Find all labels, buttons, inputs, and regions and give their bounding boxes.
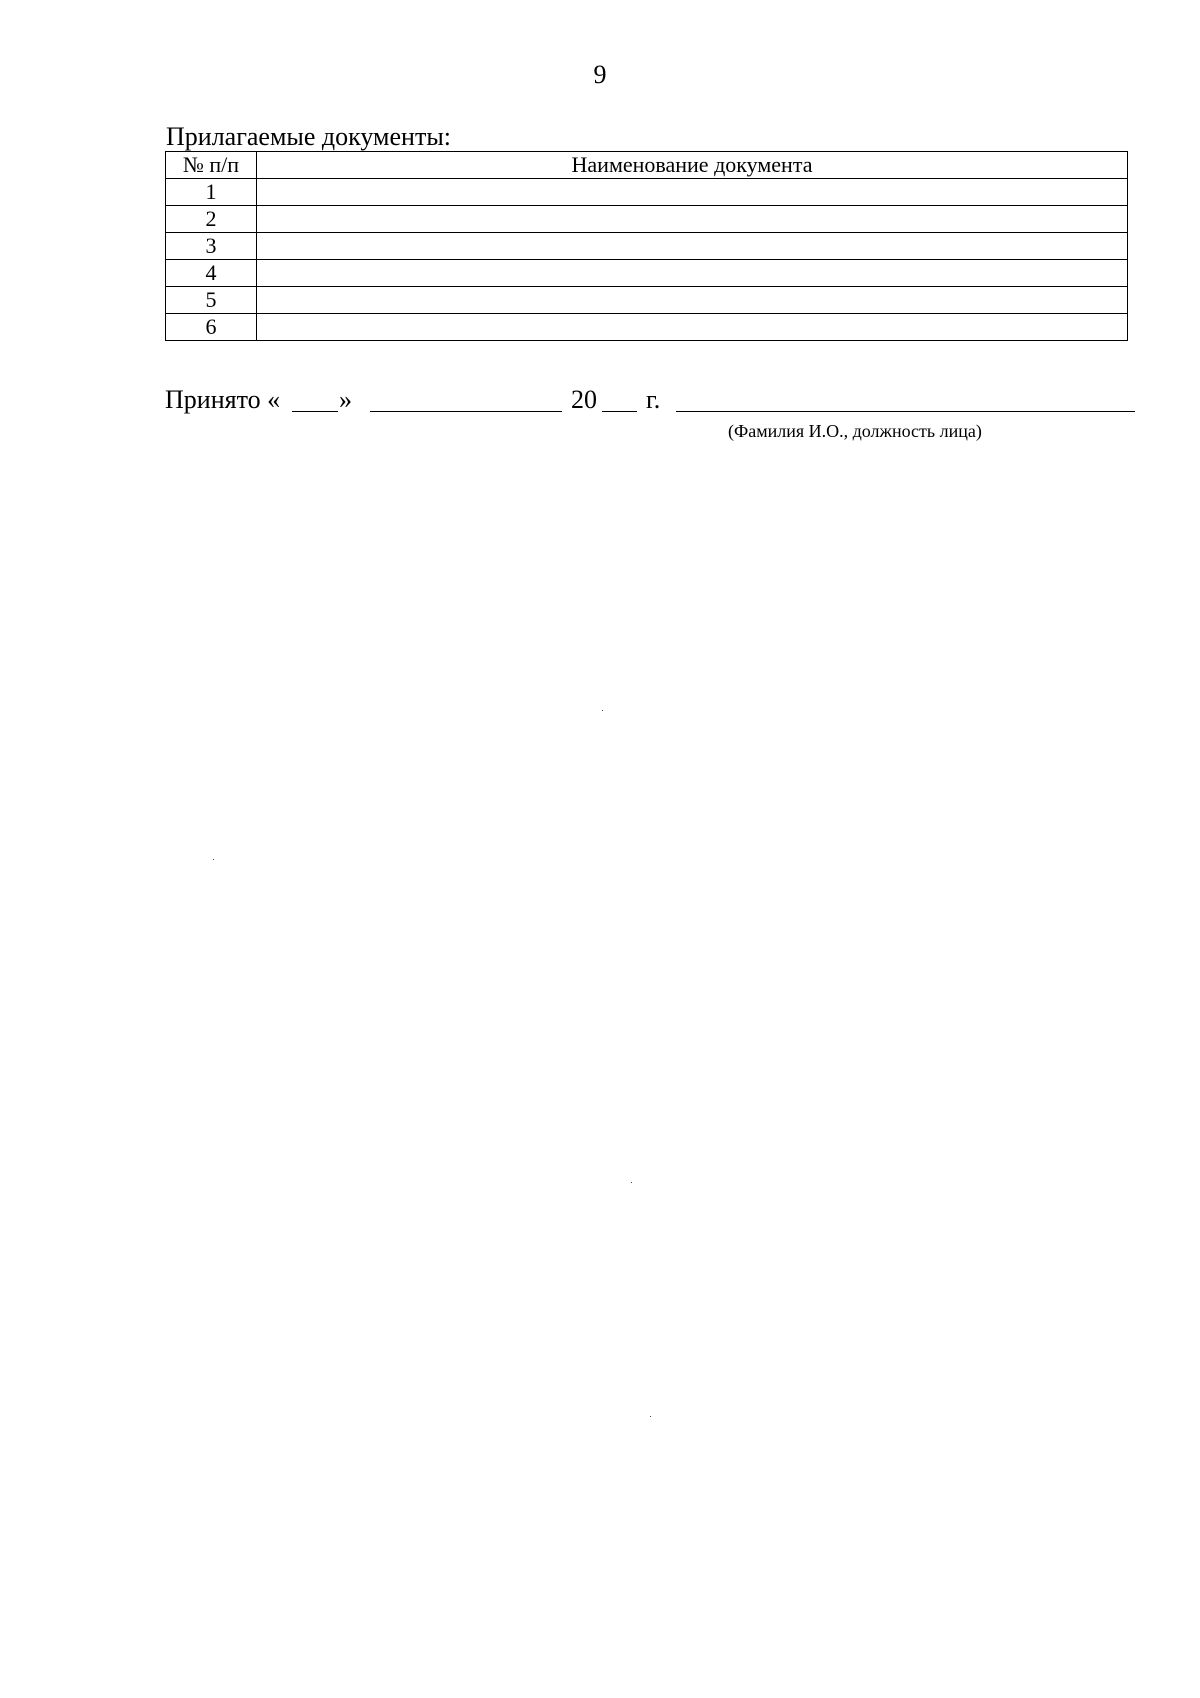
row-number: 4 bbox=[166, 260, 257, 287]
quote-close: » bbox=[339, 385, 352, 414]
document-name-cell[interactable] bbox=[257, 179, 1128, 206]
signature-caption: (Фамилия И.О., должность лица) bbox=[728, 421, 982, 441]
accepted-label: Принято « bbox=[165, 385, 281, 414]
document-name-cell[interactable] bbox=[257, 287, 1128, 314]
document-name-cell[interactable] bbox=[257, 314, 1128, 341]
row-number: 2 bbox=[166, 206, 257, 233]
scan-speck bbox=[602, 710, 603, 711]
table-header-row bbox=[166, 152, 1128, 179]
table-row bbox=[166, 233, 1128, 260]
table-row bbox=[166, 260, 1128, 287]
document-name-cell[interactable] bbox=[257, 260, 1128, 287]
year-prefix: 20 bbox=[571, 385, 597, 414]
day-blank[interactable] bbox=[292, 411, 338, 412]
document-name-cell[interactable] bbox=[257, 233, 1128, 260]
row-number: 6 bbox=[166, 314, 257, 341]
year-suffix: г. bbox=[646, 385, 661, 414]
year-blank[interactable] bbox=[602, 411, 637, 412]
scan-speck bbox=[631, 1182, 632, 1183]
acceptance-line bbox=[165, 382, 1135, 418]
row-number: 3 bbox=[166, 233, 257, 260]
attachments-title: Прилагаемые документы: bbox=[166, 122, 452, 151]
table-row bbox=[166, 314, 1128, 341]
scan-speck bbox=[650, 1416, 651, 1417]
header-document-name: Наименование документа bbox=[257, 152, 1128, 179]
page-number: 9 bbox=[593, 60, 607, 89]
header-number: № п/п bbox=[166, 152, 257, 179]
month-blank[interactable] bbox=[370, 411, 562, 412]
signature-blank[interactable] bbox=[676, 411, 1135, 412]
table-row bbox=[166, 287, 1128, 314]
table-row bbox=[166, 179, 1128, 206]
document-name-cell[interactable] bbox=[257, 206, 1128, 233]
row-number: 5 bbox=[166, 287, 257, 314]
table-row bbox=[166, 206, 1128, 233]
attachments-table bbox=[165, 151, 1128, 341]
row-number: 1 bbox=[166, 179, 257, 206]
scan-speck bbox=[213, 859, 214, 860]
